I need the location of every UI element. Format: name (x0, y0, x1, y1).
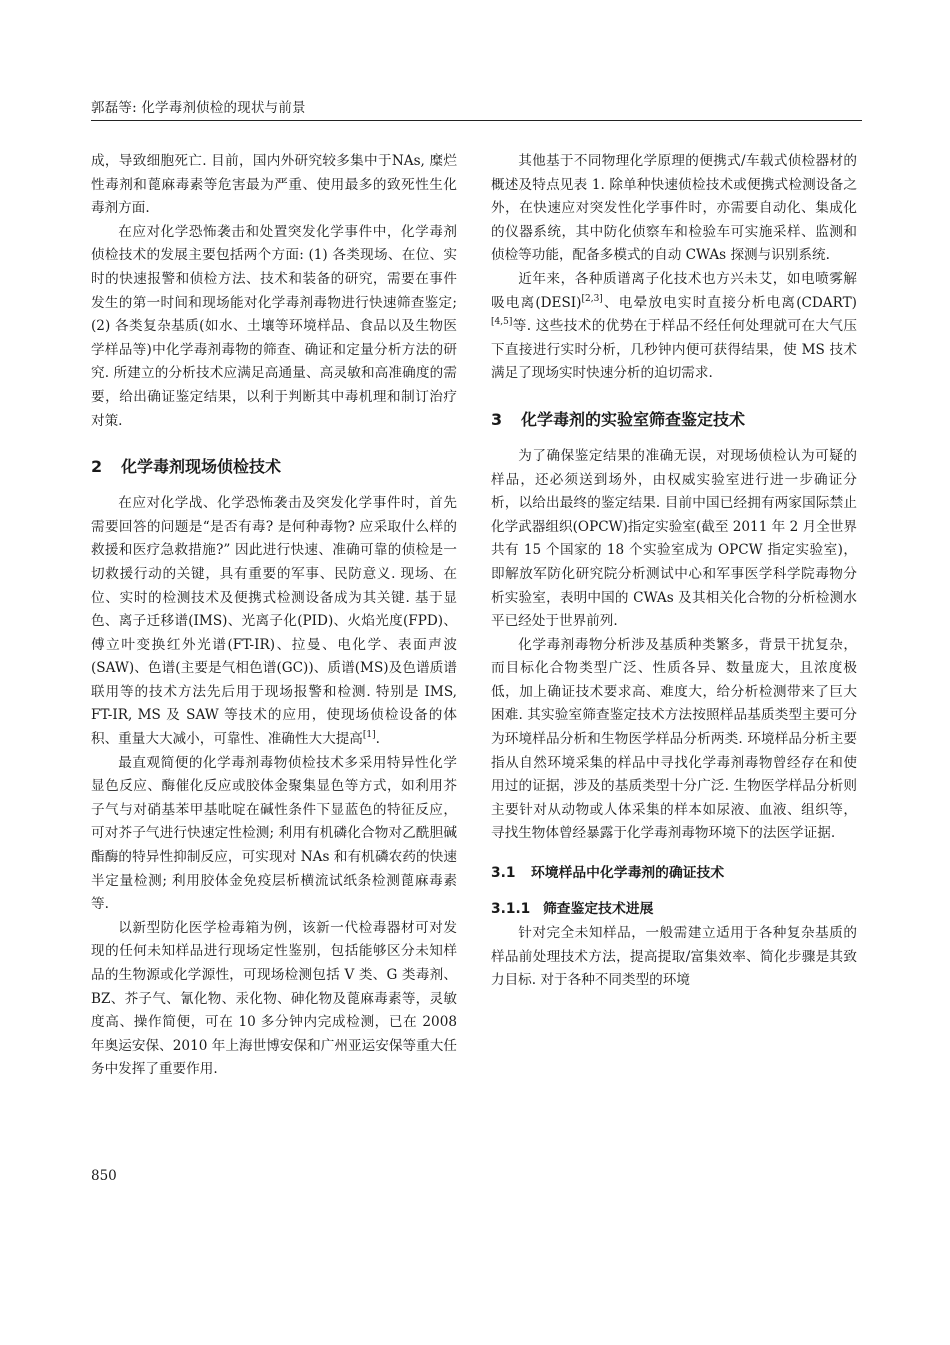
running-header: 郭磊等: 化学毒剂侦检的现状与前景 (91, 100, 306, 116)
section-number: 3 (491, 409, 503, 429)
section-title: 环境样品中化学毒剂的确证技术 (531, 865, 725, 882)
section-number: 3.1 (491, 865, 516, 882)
header-rule (91, 120, 862, 121)
paragraph: 以新型防化医学检毒箱为例，该新一代检毒器材可对发现的任何未知样品进行现场定性鉴别，包括能够区分未知样品的生物源或化学源性，可现场检测包括 V 类、G 类毒剂、BZ、芥子气、氰化物、汞化物、砷化物及蓖麻毒素等，灵敏度高、操作简便，可在 10 多分钟内完成检测，已在 2008 年奥运安保、2010 年上海世博安保和广州亚运安保等重大任务中发挥了重要作用. (91, 919, 457, 1078)
paragraph: 为了确保鉴定结果的准确无误，对现场侦检认为可疑的样品，还必须送到场外，由权威实验室进行进一步确证分析，以给出最终的鉴定结果. 目前中国已经拥有两家国际禁止化学武器组织(OPCW)指定实验室(截至 2011 年 2 月全世界共有 15 个国家的 18 个实验室成为 OPCW 指定实验室)，即解放军防化研究院分析测试中心和军事医学科学院毒物分析实验室，表明中国的 CWAs 及其相关化合物的分析检测水平已经处于世界前列. (491, 447, 857, 630)
page-number: 850 (91, 1168, 117, 1184)
section-heading-3 (491, 408, 857, 432)
paragraph-text: 在应对化学战、化学恐怖袭击及突发化学事件时，首先需要回答的问题是“是否有毒? 是何种毒物? 应采取什么样的救援和医疗急救措施?” 因此进行快速、准确可靠的侦检是一切救援行动的关键，具有重要的军事、民防意义. 现场、在位、实时的检测技术及便携式检测设备成为其关键. 基于显色、离子迁移谱(IMS)、光离子化(PID)、火焰光度(FPD)、傅立叶变换红外光谱(FT-IR)、拉曼、电化学、表面声波(SAW)、色谱(主要是气相色谱(GC))、质谱(MS)及色谱质谱联用等的技术方法先后用于现场报警和检测. 特别是 IMS, FT-IR, MS 及 SAW 等技术的应用，使现场侦检设备的体积、重量大大减小，可靠性、准确性大大提高 (91, 495, 457, 748)
right-column (491, 150, 857, 993)
subsection-heading-3-1-1 (491, 898, 857, 920)
paragraph-text: 、电晕放电实时直接分析电离(CDART) (602, 294, 857, 311)
citation[interactable]: [2,3] (581, 293, 603, 304)
paragraph-text: 等. 这些技术的优势在于样品不经任何处理就可在大气压下直接进行实时分析，几秒钟内便可获得结果，使 MS 技术满足了现场实时快速分析的迫切需求. (491, 318, 857, 382)
section-number: 3.1.1 (491, 901, 531, 918)
paragraph (91, 492, 457, 752)
paragraph: 针对完全未知样品，一般需建立适用于各种复杂基质的样品前处理技术方法，提高提取/富集效率、简化步骤是其致力目标. 对于各种不同类型的环境 (491, 925, 857, 989)
citation[interactable]: [4,5] (491, 317, 513, 328)
paragraph: 最直观简便的化学毒剂毒物侦检技术多采用特异性化学显色反应、酶催化反应或胶体金聚集显色等方式，如利用芥子气与对硝基苯甲基吡啶在碱性条件下显蓝色的特征反应，可对芥子气进行快速定性检测; 利用有机磷化合物对乙酰胆碱酯酶的特异性抑制反应，可实现对 NAs 和有机磷农药的快速半定量检测; 利用胶体金免疫层析横流试纸条检测蓖麻毒素等. (91, 754, 457, 913)
section-number: 2 (91, 457, 103, 477)
paragraph: 在应对化学恐怖袭击和处置突发化学事件中，化学毒剂侦检技术的发展主要包括两个方面: (1) 各类现场、在位、实时的快速报警和侦检方法、技术和装备的研究，需要在事件发生的第一时间和现场能对化学毒剂毒物进行快速筛查鉴定; (2) 各类复杂基质(如水、土壤等环境样品、食品以及生物医学样品等)中化学毒剂毒物的筛查、确证和定量分析方法的研究. 所建立的分析技术应满足高通量、高灵敏和高准确度的需要，给出确证鉴定结果，以利于判断其中毒机理和制订治疗对策. (91, 223, 457, 429)
citation[interactable]: [1] (362, 730, 376, 741)
paragraph-text: 近年来，各种质谱离子化技术也方兴未艾，如电喷雾解吸电离(DESI) (491, 270, 857, 311)
paragraph (491, 268, 857, 386)
subsection-heading-3-1 (491, 862, 857, 884)
section-title: 筛查鉴定技术进展 (543, 901, 654, 918)
section-title: 化学毒剂的实验室筛查鉴定技术 (521, 409, 746, 429)
paragraph-text: . (375, 731, 380, 748)
paragraph: 其他基于不同物理化学原理的便携式/车载式侦检器材的概述及特点见表 1. 除单种快速侦检技术或便携式检测设备之外，在快速应对突发性化学事件时，亦需要自动化、集成化的仪器系统，其中防化侦察车和检验车可实施采样、监测和侦检等功能，配备多模式的自动 CWAs 探测与识别系统. (491, 153, 857, 264)
left-column (91, 150, 457, 1082)
paragraph: 化学毒剂毒物分析涉及基质种类繁多，背景干扰复杂，而目标化合物类型广泛、性质各异、数量庞大，且浓度极低，加上确证技术要求高、难度大，给分析检测带来了巨大困难. 其实验室筛查鉴定技术方法按照样品基质类型主要可分为环境样品分析和生物医学样品分析两类. 环境样品分析主要指从自然环境采集的样品中寻找化学毒剂毒物曾经存在和使用过的证据，涉及的基质类型十分广泛. 生物医学样品分析则主要针对从动物或人体采集的样本如尿液、血液、组织等，寻找生物体曾经暴露于化学毒剂毒物环境下的法医学证据. (491, 636, 857, 842)
section-heading-2 (91, 455, 457, 479)
section-title: 化学毒剂现场侦检技术 (121, 457, 282, 477)
paragraph: 成，导致细胞死亡. 目前，国内外研究较多集中于NAs, 糜烂性毒剂和蓖麻毒素等危害最为严重、使用最多的致死性生化毒剂方面. (91, 153, 457, 217)
